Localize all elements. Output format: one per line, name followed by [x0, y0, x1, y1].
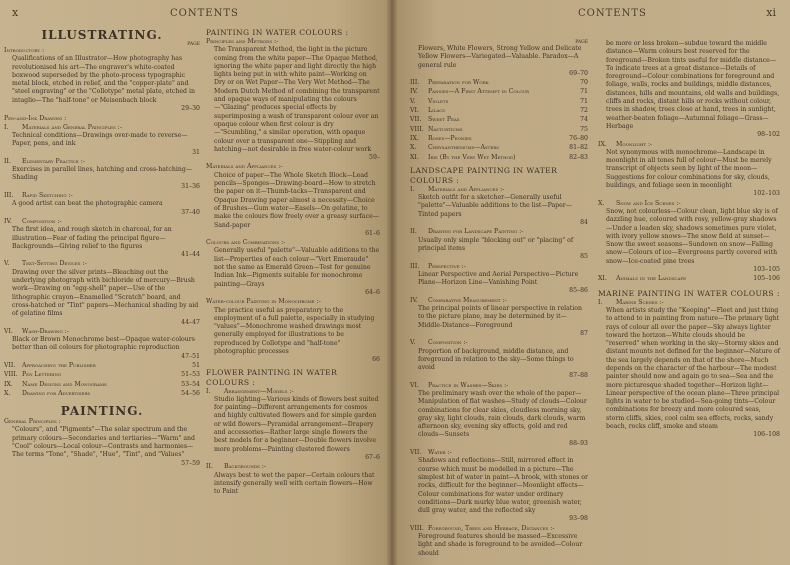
toc-entry	[206, 463, 380, 496]
toc-entry-number: VII.	[410, 116, 422, 124]
toc-entry	[410, 144, 588, 152]
toc-entry	[4, 158, 200, 191]
toc-entry-title: Violets	[428, 97, 449, 105]
toc-entry-title: Roses—Peonies	[428, 134, 472, 142]
intro-title: Introductory :	[4, 47, 45, 54]
toc-entry-page: 31	[192, 148, 200, 156]
toc-entry-body: Foreground features should be massed—Excessive light and shade is foreground to be avoided—Colour should	[418, 533, 583, 557]
toc-entry-page: 81–82	[569, 144, 588, 152]
principles-body: The Transparent Method, the light in the picture coming from the white paper—The Opaque Method, ignoring the white paper and light directly the high lights being put in with white paint—Working on Dry or on Wet Paper—The Very Wet Method—The Modern Dutch Method of combining the transparent and opaque ways of manipulating the colours—"Glazing" produces special effects by superimposing a wash of transparent colour over an opaque colour when first colour is dry—"Scumbling," a similar operation, with opaque colour over a transparent one—Stippling and hatching—not desirable in free water-colour work	[214, 46, 380, 153]
illustrating-heading: ILLUSTRATING.	[41, 28, 163, 42]
toc-entry-body: Usually only simple "blocking out" or "placing" of principal items	[418, 236, 574, 252]
toc-entry-title: Pen Lettering	[22, 371, 62, 379]
toc-entry-number: IV.	[410, 296, 418, 304]
toc-entry-page: 87–88	[569, 372, 588, 380]
toc-entry-title: Composition :-	[22, 217, 62, 225]
toc-entry	[206, 163, 380, 238]
toc-entry-page: 88–93	[569, 439, 588, 447]
toc-entry-page: 53–54	[181, 380, 200, 388]
principles-page: 59–	[369, 154, 380, 162]
toc-entry-number: VI.	[410, 107, 419, 115]
toc-entry-page: 47–51	[181, 352, 200, 360]
toc-entry-number: X.	[4, 389, 11, 397]
toc-entry-title: Iris (By the Very Wet Method)	[428, 153, 516, 161]
toc-entry-body: Generally useful "palette"—Valuable additions to the list—Properties of each colour—"Vert Emeraude" not the same as Emerald Green—Test for genuine Indian Ink—Pigments suitable for monochrome painting—Grays	[214, 247, 380, 288]
general-principles-body: "Colours", and "Pigments"—The solar spectrum and the primary colours—Secondaries and tertiaries—"Warm" and "Cool" colours—Local colour—Contrasts and harmonies—The terms "Tone", "Shade", "Hue", "Tint", and "Values"	[12, 426, 195, 459]
marine-heading: MARINE PAINTING IN WATER COLOURS :	[598, 288, 780, 298]
toc-entry-title: Sweet Peas	[428, 116, 460, 124]
flower-cont-entry	[410, 45, 588, 78]
toc-entry-body: Linear Perspective and Aerial Perspective—Picture Plane—Horizon Line—Vanishing Point	[418, 270, 579, 287]
toc-entry-body: Studio lighting—Various kinds of flowers best suited for painting—Different arrangements for cosmos and highly cultivated flowers and for simple garden or wild flowers—Pyramidal arrangement—Drapery and accessories—Rather large single flowers the best models for a beginner—Double flowers involve more problems—Painting clustered flowers	[214, 395, 379, 453]
toc-entry-title: Practice in Washes—Skies :-	[428, 381, 509, 389]
pen-ink-heading: Pen-and-Ink Drawing :	[4, 115, 67, 123]
toc-entry-title: Colours and Combinations :-	[206, 239, 286, 247]
toc-entry-body: Drawing over the silver prints—Bleaching out the underlying photograph with bichloride of mercury—Brush work—Drawing on "egg-shell" paper—Use of the lithographic crayon—Enamelled "Scratch" board, and cross-hatched or "Tint" papers—Mechanical shading by aid of gelatine films	[12, 268, 199, 318]
toc-entry	[598, 275, 780, 283]
toc-entry-title: Chrysanthemums—Asters	[428, 144, 499, 152]
toc-entry-title: Backgrounds :-	[224, 463, 266, 471]
toc-entry-page: 84	[580, 219, 588, 227]
toc-entry-number: II.	[410, 228, 417, 236]
water-colours-list	[206, 163, 380, 364]
toc-entry	[206, 298, 380, 364]
toc-entry-page: 44–47	[181, 318, 200, 326]
toc-entry-number: IX.	[4, 380, 13, 388]
toc-entry	[410, 297, 588, 338]
toc-entry-page: 75	[580, 125, 588, 133]
toc-entry-number: V.	[410, 97, 416, 105]
toc-entry	[410, 88, 588, 96]
toc-entry-page: 106–108	[753, 431, 780, 439]
toc-entry-body: Exercises in parallel lines, hatching and cross-hatching—Shading	[12, 166, 192, 182]
toc-entry-number: VI.	[4, 327, 13, 335]
toc-entry-body: Proportion of background, middle distance, and foreground in relation to the sky—Some things to avoid	[418, 347, 574, 372]
water-colours-heading: PAINTING IN WATER COLOURS :	[206, 28, 349, 37]
toc-entry-number: X.	[410, 144, 417, 152]
toc-entry-title: Name Designs and Monograms	[22, 380, 107, 388]
toc-entry-number: I.	[206, 387, 211, 395]
toc-entry-page: 51–53	[181, 371, 200, 379]
right-page	[392, 0, 790, 565]
toc-entry-page: 70	[580, 79, 588, 87]
toc-entry-title: Elementary Practice :-	[22, 157, 85, 165]
toc-entry-number: X.	[598, 199, 605, 207]
right-page-number: xi	[766, 6, 776, 19]
toc-entry-title: Marine Scenes :-	[616, 298, 664, 306]
foreground-cont-body: be more or less broken—subdue toward the middle distance—Warm colours best reserved for the foreground—Broken tints useful for middle distance—To indicate trees at a great distance—Details of foreground—Colour combinations for foreground and foliage, walls, rocks and buildings, middle distances, distances, hills and mountains, old walls and buildings, cliffs and rocks, distant hills or rocks without colour, trees in shadow, trees close at hand, trees in sunlight, weather-beaten foliage—Autumnal foliage—Grass—Herbage	[606, 40, 780, 130]
toc-entry-page: 74	[580, 116, 588, 124]
toc-entry-number: IX.	[598, 140, 607, 148]
toc-entry-title: Drawing for Advertisers	[22, 389, 91, 397]
toc-entry-number: VII.	[4, 361, 16, 369]
toc-entry	[410, 135, 588, 143]
toc-entry	[598, 200, 780, 275]
toc-entry	[4, 218, 200, 259]
intro-body: Qualifications of an Illustrator—How photography has revolutionised his art—The engraver's white-coated boxwood superseded by the photo-process typographic metal block, etched in relief, and the "copper-plate" and "steel engraving" or the "Collotype" metal plate, etched in intaglio—The "half-tone" or Meisenbach block	[12, 55, 195, 104]
toc-entry-number: VII.	[410, 449, 422, 457]
toc-entry-number: II.	[4, 157, 11, 165]
toc-entry-body: The preliminary wash over the whole of the paper—Manipulation of flat washes—Study of clouds—Colour combinations for clear skies, cloudless morning sky, gray sky, light clouds, rain clouds, dark clouds, warm afternoon sky, evening sky effects, gold and red clouds—Sunsets	[418, 389, 587, 439]
toc-entry-body: Snow, not colourless—Colour clean, light blue sky is of dazzling hue, coloured with rosy, yellow-gray shadows—Under a leaden sky, shadows sometimes pure violet, with ivory yellow snows—The snow field at sunset—Snow the sweet seasons—Sundown on snow—Falling snow—Colours of ice—Evergreens partly covered with snow—Ice-coated pine trees	[606, 207, 778, 265]
toc-entry	[410, 186, 588, 227]
toc-entry-number: I.	[4, 123, 9, 131]
toc-entry	[410, 525, 588, 558]
toc-entry-title: Animals in the Landscape	[616, 275, 686, 283]
toc-entry	[410, 79, 588, 87]
toc-entry	[410, 126, 588, 134]
toc-entry-number: II.	[206, 463, 213, 471]
foreground-cont-page: 98–102	[757, 131, 780, 139]
toc-entry	[4, 362, 200, 370]
toc-entry-title: Foreground, Trees and Herbage, Distances :-	[428, 524, 555, 532]
toc-entry-page: 85	[580, 253, 588, 261]
toc-entry-page: 105–106	[753, 275, 780, 283]
left-column-illustrating	[4, 28, 200, 469]
toc-entry-page: 72	[580, 107, 588, 115]
toc-entry-number: III.	[410, 79, 420, 87]
right-page-label: PAGE	[575, 40, 588, 45]
toc-entry-number: IV.	[4, 217, 12, 225]
toc-entry-body: When artists study the "Keeping"—Fleet and just thing to attend to in painting from nature—The primary light rays of colour all over the paper—Sky always lighter toward the horizon—White clouds should be "reserved" when working in the sky—Stormy skies and distant mounts not defined for the beginner—Nature of the sea largely depends on that of the shore—Much depends on the character of the harbour—The modest painter should now and again go to sea—Sea and the more picturesque shaded together—Horizon light—Linear perspective of the ocean plane—Three principal lights in water to be studied—Sea-going tints—Colour combinations for breezy and more coloured seas, storm cliffs, skies, cool calm sea effects, rocks, sandy beach, rocks cliff, smoke and steam	[606, 306, 780, 431]
toc-entry-page: 102–103	[753, 190, 780, 198]
toc-entry-title: Water :-	[428, 449, 452, 457]
toc-entry-body: The first idea, and rough sketch in charcoal, for an illustration—Fear of fading the principal figure—Backgrounds—Giving relief to the figures	[12, 226, 172, 250]
landscape-list	[410, 186, 588, 558]
flower-list	[206, 388, 380, 497]
toc-entry-number: I.	[410, 185, 415, 193]
principles-entry	[206, 38, 380, 162]
toc-entry-title: Snow and Ice Scenes :-	[616, 199, 681, 207]
pen-ink-list	[4, 124, 200, 399]
toc-entry-title: Materials and Appliances :-	[428, 185, 505, 193]
left-page	[0, 0, 392, 565]
painting-heading: PAINTING.	[60, 404, 144, 419]
general-principles-page: 57–59	[181, 459, 200, 467]
flower-sub-list	[410, 79, 588, 162]
toc-entry-number: XI.	[598, 275, 607, 283]
toc-entry-page: 76–80	[569, 134, 588, 142]
toc-entry-page: 103–105	[753, 266, 780, 274]
page-label: PAGE	[187, 42, 200, 47]
toc-entry-page: 93–98	[569, 515, 588, 523]
toc-entry-title: Comparative Measurement :-	[428, 296, 507, 304]
toc-entry-number: V.	[4, 260, 10, 268]
intro-page: 29–30	[181, 105, 200, 113]
toc-entry-title: Materials and Appliances :-	[206, 163, 283, 171]
toc-entry	[410, 154, 588, 162]
flower-cont-body: Flowers, White Flowers, Strong Yellow and Delicate Yellow Flowers—Variegated—Valuable. Paradox—A general rule	[418, 45, 582, 69]
moonlight-snow-list	[598, 141, 780, 284]
toc-entry-title: Wash-Drawing :-	[22, 327, 69, 335]
toc-entry-page: 37–40	[181, 208, 200, 216]
toc-entry	[410, 107, 588, 115]
toc-entry-number: IV.	[410, 88, 418, 96]
flower-cont-page: 69–70	[569, 69, 588, 77]
landscape-heading: LANDSCAPE PAINTING IN WATER COLOURS :	[410, 165, 558, 185]
toc-entry-title: Preparation for Work	[428, 79, 489, 87]
toc-entry-title: Rapid Sketching :-	[22, 192, 73, 200]
toc-entry-body: Shadows and reflections—Still, mirrored effect in course which must be modelled in a picture—The simplest bit of water in paint—A brook, with stones or rocks, difficult for the beginner—Moonlight effects—Colour combinations for water under ordinary conditions—Dark murky blue water, greenish water, dull gray water, and the reflected sky	[418, 457, 588, 515]
toc-entry-page: 67–6	[365, 453, 380, 461]
toc-entry-title: Pansies—A First Attempt in Colour	[428, 88, 530, 96]
toc-entry-number: III.	[410, 262, 420, 270]
toc-entry-page: 82–83	[569, 153, 588, 161]
toc-entry-number: III.	[4, 192, 14, 200]
toc-entry-title: Composition :-	[428, 339, 468, 347]
toc-entry-title: Text-Setting Devices :-	[22, 260, 87, 268]
intro-entry	[4, 47, 200, 113]
general-principles-title: General Principles :	[4, 418, 61, 426]
toc-entry-number: I.	[598, 298, 603, 306]
toc-entry-title: Lilacs	[428, 107, 446, 115]
foreground-cont-entry	[598, 40, 780, 140]
toc-entry-body: Always best to wet the paper—Certain colours that intensify generally well with certain flowers—How to Paint	[214, 471, 375, 496]
general-principles-entry	[4, 418, 200, 468]
flower-heading: FLOWER PAINTING IN WATER COLOURS :	[206, 367, 338, 387]
toc-entry-body: Not synonymous with monochrome—Landscape in moonlight in all tones full of colour—Must be merely transcript of objects seen by light of the moon—Suggestions for colour combinations for sky, clouds, buildings, and foliage seen in moonlight	[606, 148, 772, 190]
toc-entry-body: Sketch outfit for a sketcher—Generally useful "palette"—Valuable additions to the list—Paper—Tinted papers	[418, 194, 572, 218]
toc-entry-number: VIII.	[410, 524, 424, 532]
toc-entry-title: Approaching the Publisher	[22, 361, 96, 369]
toc-entry-page: 64–6	[365, 288, 380, 296]
toc-entry-number: XI.	[410, 153, 419, 161]
toc-entry-number: VI.	[410, 381, 419, 389]
left-column-water-colours	[206, 28, 380, 497]
toc-entry	[4, 260, 200, 326]
toc-entry-body: A good artist can beat the photographic camera	[12, 200, 163, 208]
toc-entry-body: Technical conditions—Drawings over-made to reverse—Paper, pens, and ink	[12, 131, 188, 148]
toc-entry-page: 54–56	[181, 389, 200, 397]
toc-entry-number: VIII.	[410, 125, 424, 133]
toc-entry	[410, 263, 588, 296]
principles-title: Principles and Methods :-	[206, 38, 279, 45]
toc-entry	[4, 328, 200, 361]
toc-entry-number: V.	[410, 339, 416, 347]
toc-entry	[4, 124, 200, 157]
toc-entry-title: Water-colour Painting in Monochrome :-	[206, 298, 321, 306]
toc-entry-title: Materials and General Principles :-	[22, 123, 122, 131]
toc-entry	[4, 192, 200, 217]
toc-entry-page: 87	[580, 329, 588, 337]
left-running-head: CONTENTS	[170, 8, 239, 19]
right-column-flowers-landscape	[410, 40, 588, 559]
toc-entry	[410, 449, 588, 524]
toc-entry	[410, 98, 588, 106]
toc-entry	[4, 381, 200, 389]
toc-entry-page: 85–86	[569, 287, 588, 295]
toc-entry	[4, 371, 200, 379]
toc-entry	[598, 141, 780, 199]
toc-entry-number: IX.	[410, 134, 419, 142]
toc-entry-number: VIII.	[4, 371, 18, 379]
toc-entry-page: 66	[372, 356, 380, 364]
toc-entry-page: 71	[580, 97, 588, 105]
right-column-moonlight-marine	[598, 40, 780, 441]
toc-entry	[410, 116, 588, 124]
toc-entry-page: 31–36	[181, 182, 200, 190]
toc-entry-body: The principal points of linear perspective in relation to the picture plane, may be determined by it—Middle-Distance—Foreground	[418, 305, 582, 329]
toc-entry	[206, 388, 380, 463]
toc-entry-body: The practice useful as preparatory to the employment of a full palette, especially in studying "values"—Monochrome washed drawings most generally employed for illustrations to be reproduced by Collotype and "half-tone" photographic processes	[214, 306, 375, 355]
toc-entry	[410, 228, 588, 261]
toc-entry-page: 61–6	[365, 229, 380, 237]
book-gutter	[386, 0, 398, 565]
toc-entry	[598, 299, 780, 440]
toc-entry	[410, 339, 588, 380]
toc-entry-title: Moonlight :-	[616, 140, 653, 148]
toc-entry-body: Black or Brown Monochrome best—Opaque water-colours better than oil colours for photographic reproduction	[12, 336, 195, 352]
left-page-number: x	[12, 6, 19, 19]
toc-entry-title: Nasturtiums	[428, 125, 463, 133]
toc-entry	[206, 239, 380, 297]
marine-list	[598, 299, 780, 440]
right-running-head: CONTENTS	[578, 8, 647, 19]
toc-entry-title: Drawing for Landscape Painting :-	[428, 228, 524, 236]
toc-entry-page: 41–44	[181, 251, 200, 259]
toc-entry-title: Perspective :-	[428, 262, 466, 270]
toc-entry	[4, 390, 200, 398]
toc-entry	[410, 382, 588, 448]
toc-entry-title: Arrangement—Models :-	[224, 387, 294, 395]
toc-entry-page: 51	[192, 361, 200, 369]
toc-entry-page: 71	[580, 88, 588, 96]
toc-entry-body: Choice of paper—The Whole Sketch Block—Lead pencils—Sponges—Drawing-board—How to stretch the paper on it—Thumb-tacks—Transparent and Opaque Drawing paper almost a necessity—Choice of Brushes—Gum water—Easels—On gelatine, to make the colours flow freely over a greasy surface—Sand-paper	[214, 171, 379, 229]
